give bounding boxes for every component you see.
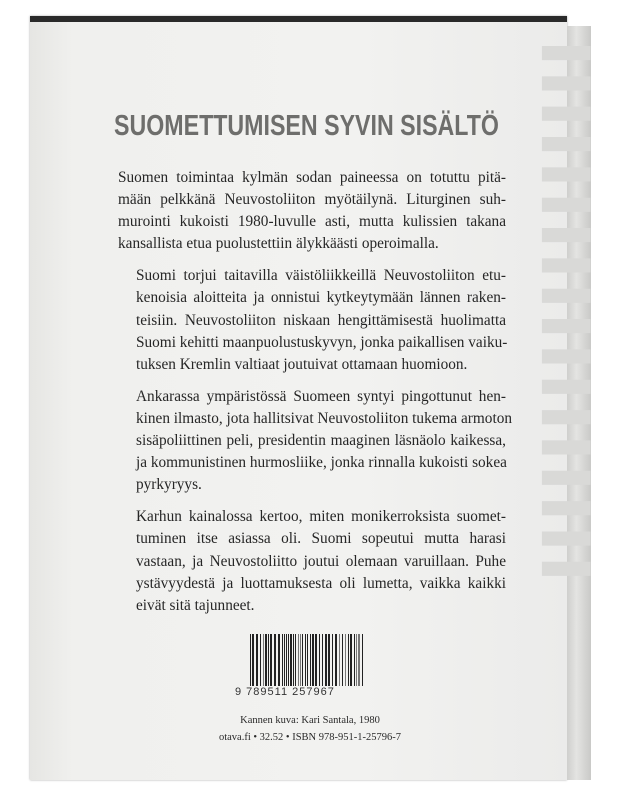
blurb-line: Karhun kainalossa kertoo, miten monikerroksista suomet- [136,508,506,526]
blurb-line: Suomi torjui taitavilla väistöliikkeillä Neuvostoliiton etu- [136,267,506,285]
cover-title: SUOMETTUMISEN SYVIN SISÄLTÖ [114,110,499,142]
blurb-line: kansallista etua puolustettiin älykkäästi operoimalla. [118,235,439,253]
blurb-line: tuminen itse asiassa oli. Suomi sopeutui mutta harasi [136,530,506,548]
blurb-line: ja kommunistinen hurmosliike, jonka rinnalla kukoisti sokea [136,454,507,472]
blurb-text [118,167,512,627]
spine-decoration: ▌▌▌▌▌▌▌▌▌▌▌▌▌▌▌▌▌▌ [545,46,589,593]
blurb-line: Suomen toimintaa kylmän sodan paineessa on totuttu pitä- [118,169,506,186]
back-cover [30,16,567,780]
blurb-line: sisäpoliittinen peli, presidentin maaginen läsnäolo kaikessa, [136,432,506,450]
isbn-digits: 9 789511 257967 [235,686,335,698]
publisher-isbn-line: otava.fi • 32.52 • ISBN 978-951-1-25796-7 [218,732,402,743]
book-spine [545,26,591,780]
cover-photo-credit: Kannen kuva: Kari Santala, 1980 [240,715,380,726]
blurb-line: ystävyydestä ja luottamuksesta oli lumetta, vaikka kaikki [136,574,506,592]
blurb-paragraph [118,506,506,616]
blurb-line: Suomi kehitti maanpuolustuskyvyn, jonka paikallisen vaiku- [136,333,508,351]
blurb-line: Ankarassa ympäristössä Suomeen syntyi pingottunut hen- [136,387,506,405]
blurb-line: kinen ilmasto, jota hallitsivat Neuvostoliiton tukema armoton [136,409,512,427]
blurb-line: murointi kukoisti 1980-luvulle asti, mutta kulissien takana [118,213,506,231]
blurb-paragraph [118,265,506,375]
blurb-paragraph [118,167,506,255]
barcode-icon [248,632,368,690]
blurb-line: pyrkyryys. [136,476,202,494]
blurb-line: tuksen Kremlin valtiaat joutuivat ottamaan huomioon. [136,355,468,373]
blurb-line: eivät sitä tajunneet. [136,596,255,614]
blurb-line: mään pelkkänä Neuvostoliiton myötäilynä. Liturginen suh- [118,191,506,209]
blurb-line: vastaan, ja Neuvostoliitto joutui olemaan varuillaan. Puhe [136,552,506,570]
credit-block [140,712,480,746]
blurb-line: teisiin. Neuvostoliiton niskaan hengittämisestä huolimatta [136,311,506,329]
book [30,16,588,780]
blurb-paragraph [118,386,512,496]
blurb-line: kenoisia aloitteita ja onnistui kytkeytymään lännen raken- [136,289,506,307]
